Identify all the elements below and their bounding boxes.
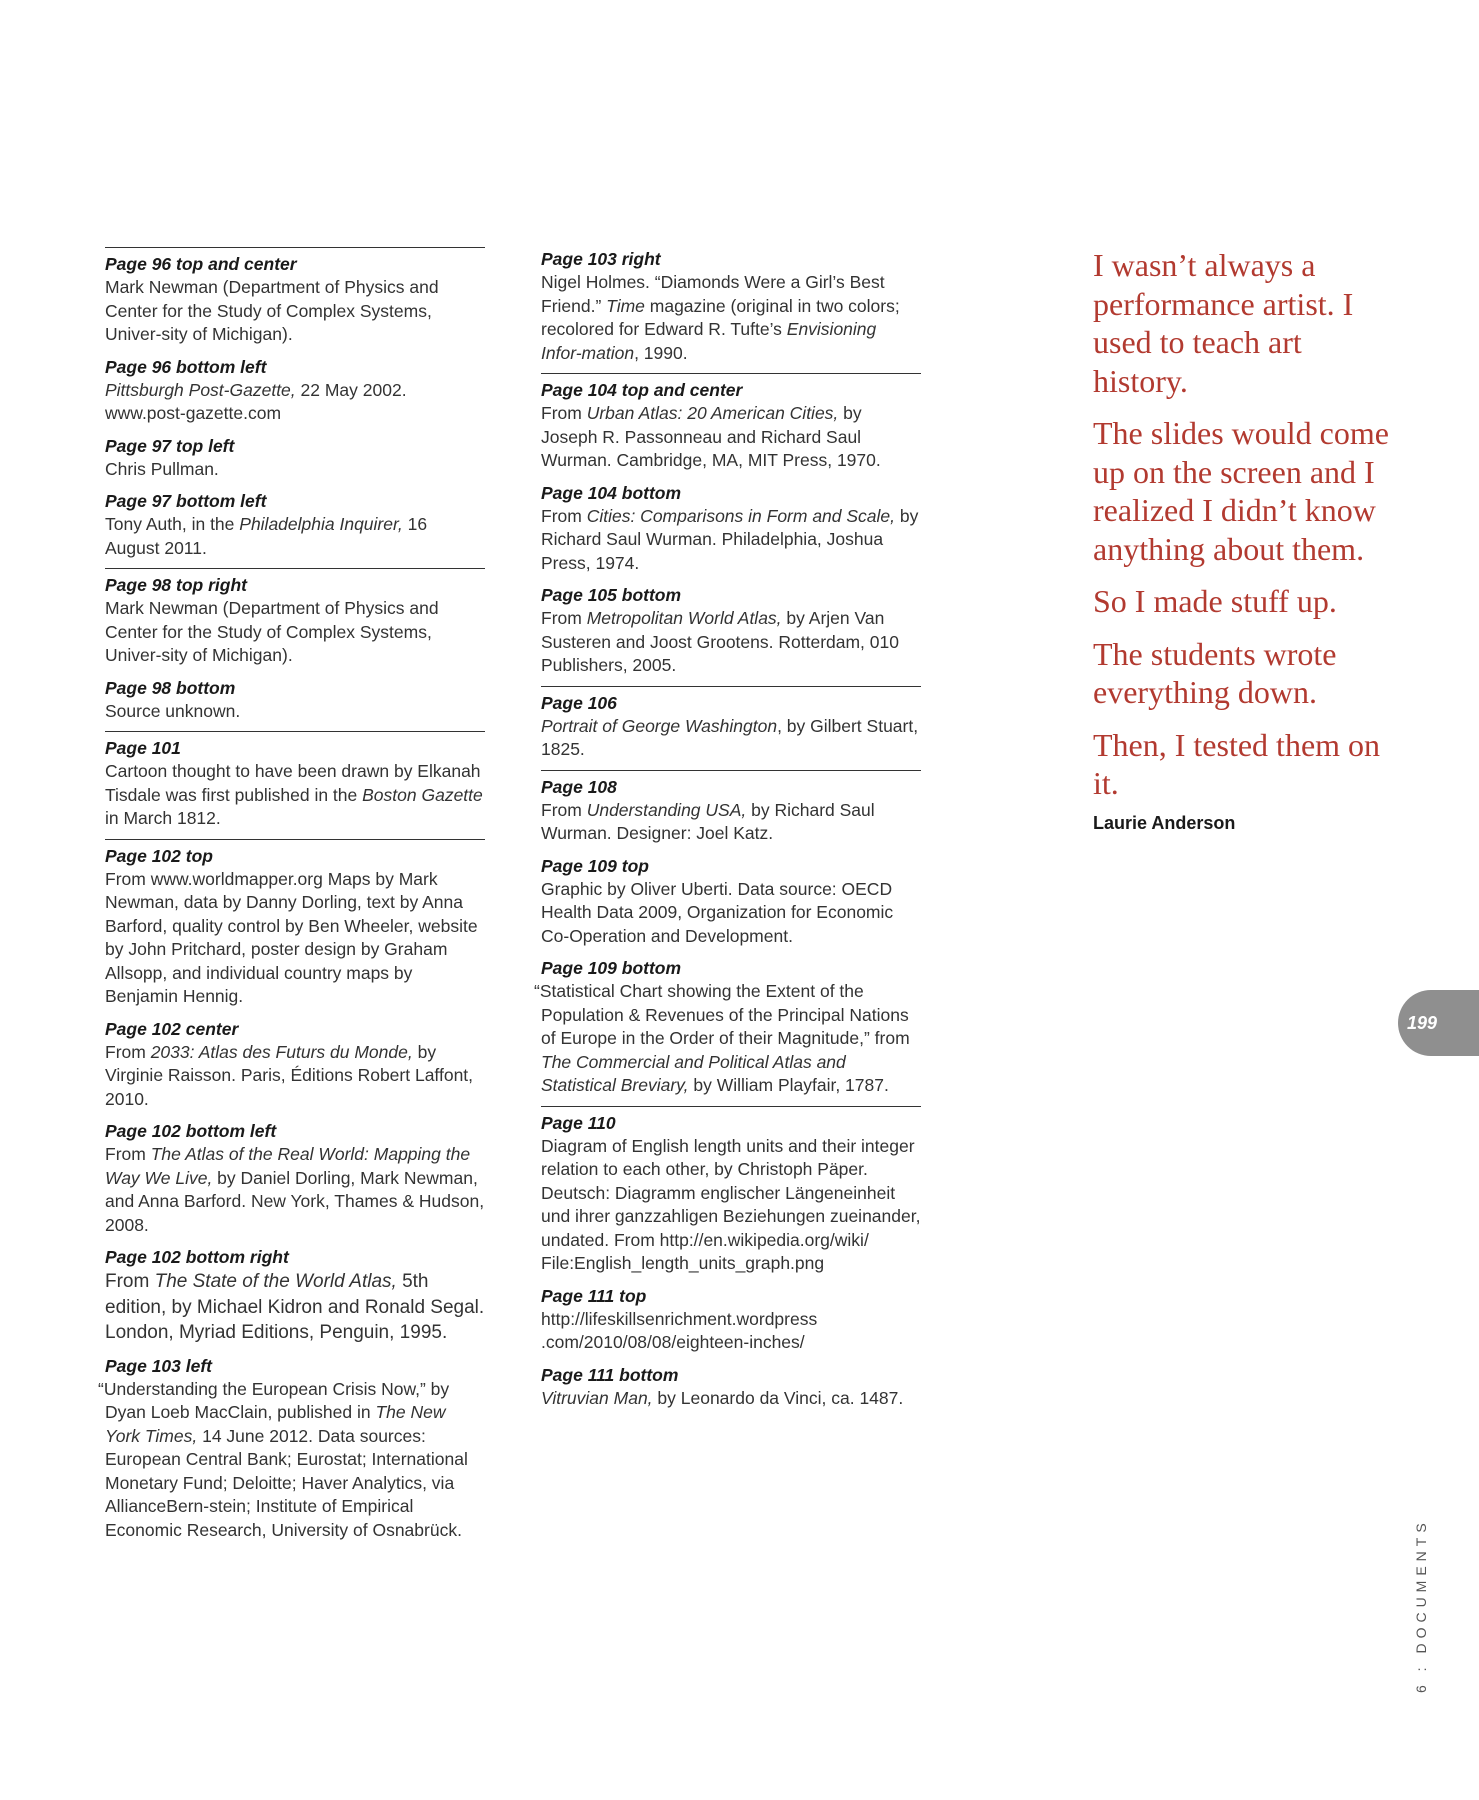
credit-title-italic: Boston Gazette	[362, 784, 483, 805]
credit-text-run: From	[541, 505, 587, 526]
credit-heading: Page 102 bottom right	[105, 1247, 289, 1267]
credit-text	[541, 1308, 921, 1355]
credit-heading: Page 102 bottom left	[105, 1121, 277, 1141]
credit-text-run: From www.worldmapper.org Maps by Mark Newman, data by Danny Dorling, text by Anna Barford, quality control by Ben Wheeler, website by John Pritchard, poster design by Graham Allsopp, and individual country maps by Benjamin Hennig.	[105, 868, 478, 1006]
credit-text-run: by Arjen Van Susteren and Joost Grootens. Rotterdam, 010 Publishers, 2005.	[541, 608, 899, 675]
page-number: 199	[1407, 1012, 1438, 1033]
credit-text-run: by William Playfair, 1787.	[688, 1075, 889, 1095]
credit-heading: Page 105 bottom	[541, 585, 682, 605]
quote-author: Laurie Anderson	[1093, 812, 1236, 833]
credit-entry	[105, 1245, 485, 1346]
credit-text	[541, 402, 921, 473]
credit-heading: Page 110	[541, 1112, 616, 1133]
credits-column-left	[98, 247, 485, 1550]
credit-title-italic: Understanding USA,	[586, 799, 747, 820]
credit-entry	[541, 854, 921, 949]
credit-text-run: Tony Auth, in the	[105, 514, 240, 534]
credit-text-run: “Statistical Chart showing the Extent of the Population & Revenues of the Principal Nations of Europe in the Order of their Magnitude,” from	[534, 981, 910, 1048]
credits-column-middle	[534, 247, 921, 1418]
credit-entry	[541, 247, 921, 365]
credit-text-run: From	[105, 1271, 155, 1292]
credit-text-run: Diagram of English length units and their integer relation to each other, by Christoph Päper. Deutsch: Diagramm englischer Längeneinheit und ihrer ganzzahligen Beziehungen zueinander, undated. From http://en.wikipedia.org/wiki/ File:English_length_units_graph.png	[541, 1135, 921, 1273]
credit-text-run: by Virginie Raisson. Paris, Éditions Robert Laffont, 2010.	[105, 1041, 474, 1109]
credit-text	[105, 1269, 485, 1346]
credit-entry	[105, 489, 485, 560]
section-label: 6 : DOCUMENTS	[1413, 1518, 1429, 1693]
credit-title-italic: Portrait of George Washington	[541, 715, 778, 736]
credit-title-italic: Urban Atlas: 20 American Cities,	[586, 403, 839, 423]
credit-title-italic: 2033: Atlas des Futurs du Monde,	[150, 1041, 413, 1062]
quote-paragraph: The students wrote everything down.	[1093, 635, 1337, 710]
credit-title-italic: Philadelphia Inquirer,	[239, 514, 403, 534]
credit-entry	[105, 568, 485, 668]
credit-text	[541, 1387, 921, 1411]
credit-text	[105, 597, 485, 668]
credit-text-run: “Understanding the European Crisis Now,” by Dyan Loeb MacClain, published in	[98, 1378, 450, 1422]
credit-heading: Page 98 bottom	[105, 677, 236, 698]
credit-entry	[541, 1284, 921, 1355]
credit-entry	[105, 1119, 485, 1237]
credit-text	[541, 271, 921, 365]
credit-heading: Page 97 top left	[105, 435, 235, 456]
credit-text-run: by Daniel Dorling, Mark Newman, and Anna Barford. New York, Thames & Hudson, 2008.	[105, 1167, 485, 1235]
credit-text-run: From	[541, 608, 587, 628]
credit-title-italic: Metropolitan World Atlas,	[586, 608, 782, 628]
credit-entry	[541, 1106, 921, 1276]
credit-heading: Page 111 top	[541, 1285, 647, 1306]
quote-paragraph: The slides would come up on the screen and I realized I didn’t know anything about them.	[1093, 415, 1389, 567]
credit-heading: Page 109 top	[541, 855, 649, 876]
credit-text-run: , by Gilbert Stuart, 1825.	[541, 715, 919, 759]
credit-entry	[105, 676, 485, 724]
credit-text	[541, 505, 921, 576]
credit-entry	[105, 247, 485, 347]
credit-title-italic: The Atlas of the Real World: Mapping the Way We Live,	[105, 1144, 471, 1188]
credit-text	[534, 980, 921, 1098]
credit-text-run: by Leonardo da Vinci, ca. 1487.	[652, 1387, 904, 1408]
credit-heading: Page 103 right	[541, 249, 661, 269]
credit-text-run: Mark Newman (Department of Physics and Center for the Study of Complex Systems, Univer-sity of Michigan).	[105, 277, 439, 344]
credit-text-run: Cartoon thought to have been drawn by Elkanah Tisdale was first published in the	[105, 761, 481, 805]
credit-entry	[541, 1363, 921, 1411]
credit-text	[541, 607, 921, 678]
credit-title-italic: Envisioning Infor-mation	[541, 319, 877, 363]
credit-text-run: by Richard Saul Wurman. Philadelphia, Joshua Press, 1974.	[541, 505, 919, 573]
credit-text	[105, 1041, 485, 1112]
credit-entry	[105, 1017, 485, 1112]
credit-text	[105, 760, 485, 831]
credit-text	[105, 868, 485, 1009]
credit-heading: Page 102 center	[105, 1018, 239, 1039]
credit-text	[105, 379, 485, 426]
credit-heading: Page 109 bottom	[541, 958, 682, 978]
credit-text-run: Mark Newman (Department of Physics and Center for the Study of Complex Systems, Univer-sity of Michigan).	[105, 598, 439, 665]
credit-text-run: Chris Pullman.	[105, 458, 219, 479]
credit-heading: Page 101	[105, 738, 181, 758]
credit-title-italic: Pittsburgh Post-Gazette,	[105, 379, 296, 400]
credit-text	[541, 715, 921, 762]
credit-entry	[105, 434, 485, 482]
credit-heading: Page 104 bottom	[541, 482, 682, 503]
pull-quote	[1093, 246, 1393, 834]
credit-text-run: , 1990.	[634, 342, 688, 363]
credit-text-run: 16 August 2011.	[105, 514, 428, 558]
credit-heading: Page 96 bottom left	[105, 356, 267, 377]
credit-title-italic: Cities: Comparisons in Form and Scale,	[586, 505, 896, 526]
credit-heading: Page 98 top right	[105, 575, 247, 595]
credit-text	[105, 458, 485, 482]
quote-paragraph: Then, I tested them on it.	[1093, 726, 1381, 801]
credit-entry	[105, 355, 485, 426]
credit-text	[105, 513, 485, 560]
credit-entry	[541, 583, 921, 678]
credit-entry	[105, 731, 485, 831]
credit-text-run: magazine (original in two colors; recolored for Edward R. Tufte’s	[541, 295, 900, 339]
credit-entry	[541, 686, 921, 762]
credit-heading: Page 96 top and center	[105, 254, 297, 274]
credit-text-run: Source unknown.	[105, 700, 241, 721]
credit-entry	[541, 481, 921, 576]
credit-text	[541, 799, 921, 846]
credit-entry	[541, 373, 921, 473]
credit-text-run: Graphic by Oliver Uberti. Data source: OECD Health Data 2009, Organization for Economic Co-Operation and Development.	[541, 878, 894, 946]
quote-paragraph: I wasn’t always a performance artist. I used to teach art history.	[1093, 247, 1354, 399]
credit-title-italic: The New York Times,	[105, 1402, 446, 1446]
credit-heading: Page 97 bottom left	[105, 491, 267, 511]
credit-text	[541, 878, 921, 949]
credit-text-run: 14 June 2012. Data sources: European Central Bank; Eurostat; International Monetary Fund; Deloitte; Haver Analytics, via AllianceBern-stein; Institute of Empirical Economic Research, University of Osnabrück.	[105, 1425, 468, 1540]
credit-title-italic: Time	[606, 295, 645, 316]
credit-text-run: in March 1812.	[105, 808, 221, 828]
credit-heading: Page 106	[541, 692, 617, 713]
quote-paragraph: So I made stuff up.	[1093, 583, 1337, 619]
credit-text-run: by Joseph R. Passonneau and Richard Saul Wurman. Cambridge, MA, MIT Press, 1970.	[541, 403, 881, 470]
credit-text	[105, 276, 485, 347]
credit-heading: Page 102 top	[105, 845, 213, 866]
credit-text-run: From	[541, 799, 587, 820]
page-number-tab	[1398, 990, 1479, 1056]
credit-text	[541, 1135, 921, 1276]
credit-title-italic: Vitruvian Man,	[541, 1387, 653, 1408]
credit-text	[105, 700, 485, 724]
credit-text-run: From	[105, 1041, 151, 1062]
credit-text	[98, 1378, 485, 1543]
credit-text-run: Nigel Holmes. “Diamonds Were a Girl’s Best Friend.”	[541, 272, 885, 316]
credit-entry	[541, 770, 921, 846]
credit-entry	[105, 839, 485, 1009]
credit-text-run: 22 May 2002. www.post-gazette.com	[105, 379, 407, 423]
credit-text	[105, 1143, 485, 1237]
credit-title-italic: The State of the World Atlas,	[154, 1271, 397, 1292]
credit-entry	[98, 1354, 485, 1543]
credit-heading: Page 103 left	[105, 1355, 212, 1376]
credit-text-run: From	[105, 1144, 151, 1164]
credit-text-run: 5th edition, by Michael Kidron and Ronald Segal. London, Myriad Editions, Penguin, 1995.	[105, 1271, 485, 1343]
credit-heading: Page 111 bottom	[541, 1364, 679, 1385]
credit-text-run: by Richard Saul Wurman. Designer: Joel Katz.	[541, 799, 875, 843]
credit-heading: Page 108	[541, 776, 617, 797]
credit-text-run: From	[541, 403, 587, 423]
credit-text-run: http://lifeskillsenrichment.wordpress .com/2010/08/08/eighteen-inches/	[541, 1308, 818, 1352]
credit-title-italic: The Commercial and Political Atlas and Statistical Breviary,	[541, 1051, 846, 1095]
credit-heading: Page 104 top and center	[541, 380, 743, 400]
credit-entry	[534, 956, 921, 1098]
